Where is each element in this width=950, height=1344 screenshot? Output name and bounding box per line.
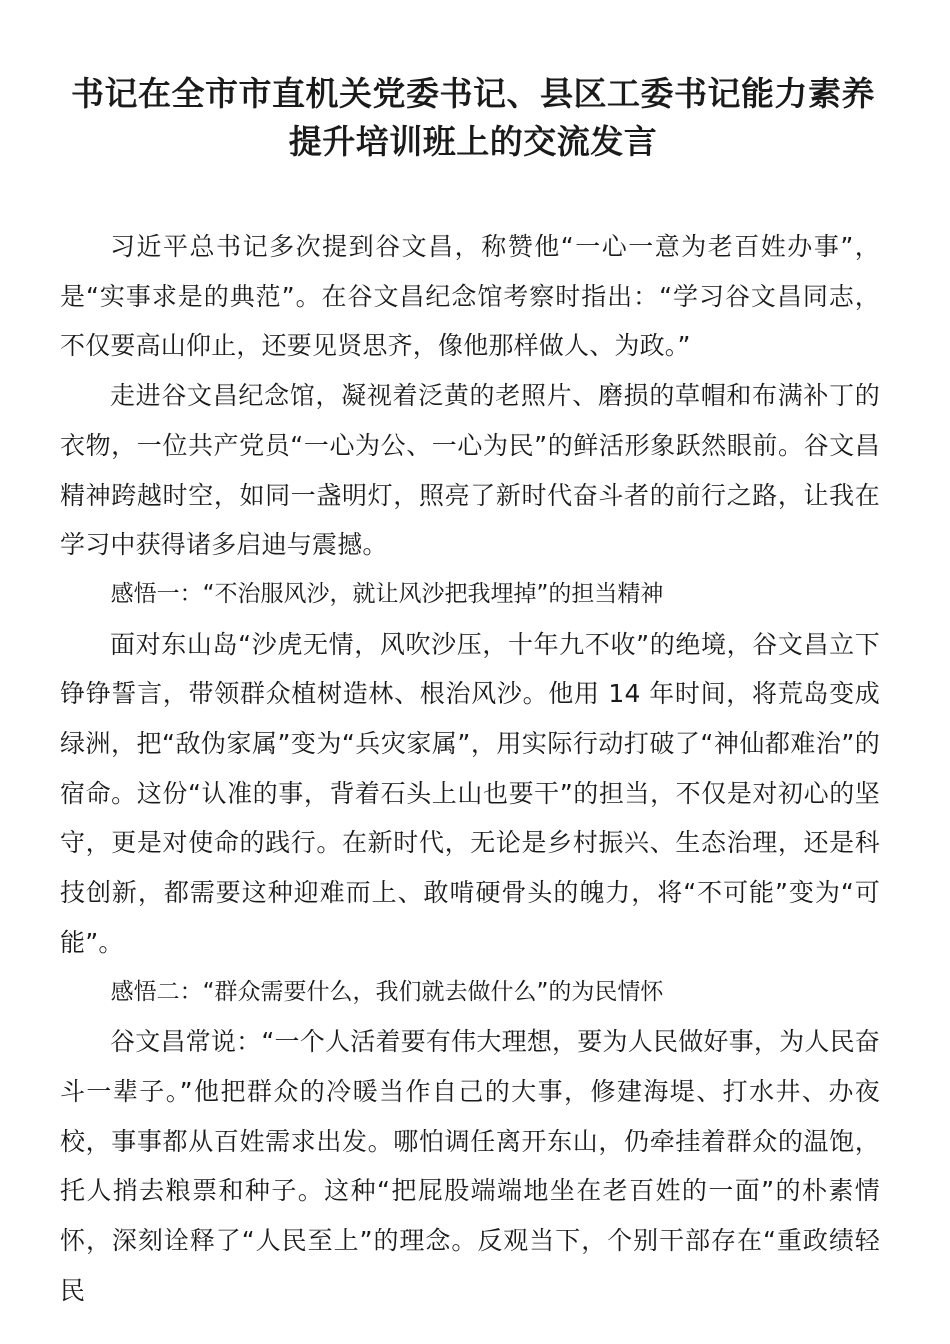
paragraph-section-2: 谷文昌常说：“一个人活着要有伟大理想，要为人民做好事，为人民奋斗一辈子。”他把群众的冷暖当作自己的大事，修建海堤、打水井、办夜校，事事都从百姓需求出发。哪怕调任离开东山，仍牵挂着群众的温饱，托人捎去粮票和种子。这种“把屁股端端地坐在老百姓的一面”的朴素情怀，深刻诠释了“人民至上”的理念。反观当下，个别干部存在“重政绩轻民 <box>60 1027 880 1305</box>
paragraph-section-1: 面对东山岛“沙虎无情，风吹沙压，十年九不收”的绝境，谷文昌立下铮铮誓言，带领群众植树造林、根治风沙。他用 14 年时间，将荒岛变成绿洲，把“敌伪家属”变为“兵灾家属”，用实际行动打破了“神仙都难治”的宿命。这份“认准的事，背着石头上山也要干”的担当，不仅是对初心的坚守，更是对使命的践行。在新时代，无论是乡村振兴、生态治理，还是科技创新，都需要这种迎难而上、敢啃硬骨头的魄力，将“不可能”变为“可能”。 <box>60 629 880 957</box>
paragraph-intro: 习近平总书记多次提到谷文昌，称赞他“一心一意为老百姓办事”，是“实事求是的典范”。在谷文昌纪念馆考察时指出：“学习谷文昌同志，不仅要高山仰止，还要见贤思齐，像他那样做人、为政。” <box>60 232 880 361</box>
section-heading-2: 感悟二：“群众需要什么，我们就去做什么”的为民情怀 <box>110 978 664 1005</box>
paragraph-memorial: 走进谷文昌纪念馆，凝视着泛黄的老照片、磨损的草帽和布满补丁的衣物，一位共产党员“一心为公、一心为民”的鲜活形象跃然眼前。谷文昌精神跨越时空，如同一盏明灯，照亮了新时代奋斗者的前行之路，让我在学习中获得诸多启迪与震撼。 <box>60 381 880 560</box>
document-title: 书记在全市市直机关党委书记、县区工委书记能力素养提升培训班上的交流发言 <box>71 74 875 161</box>
section-heading-1: 感悟一：“不治服风沙，就让风沙把我埋掉”的担当精神 <box>110 580 664 607</box>
